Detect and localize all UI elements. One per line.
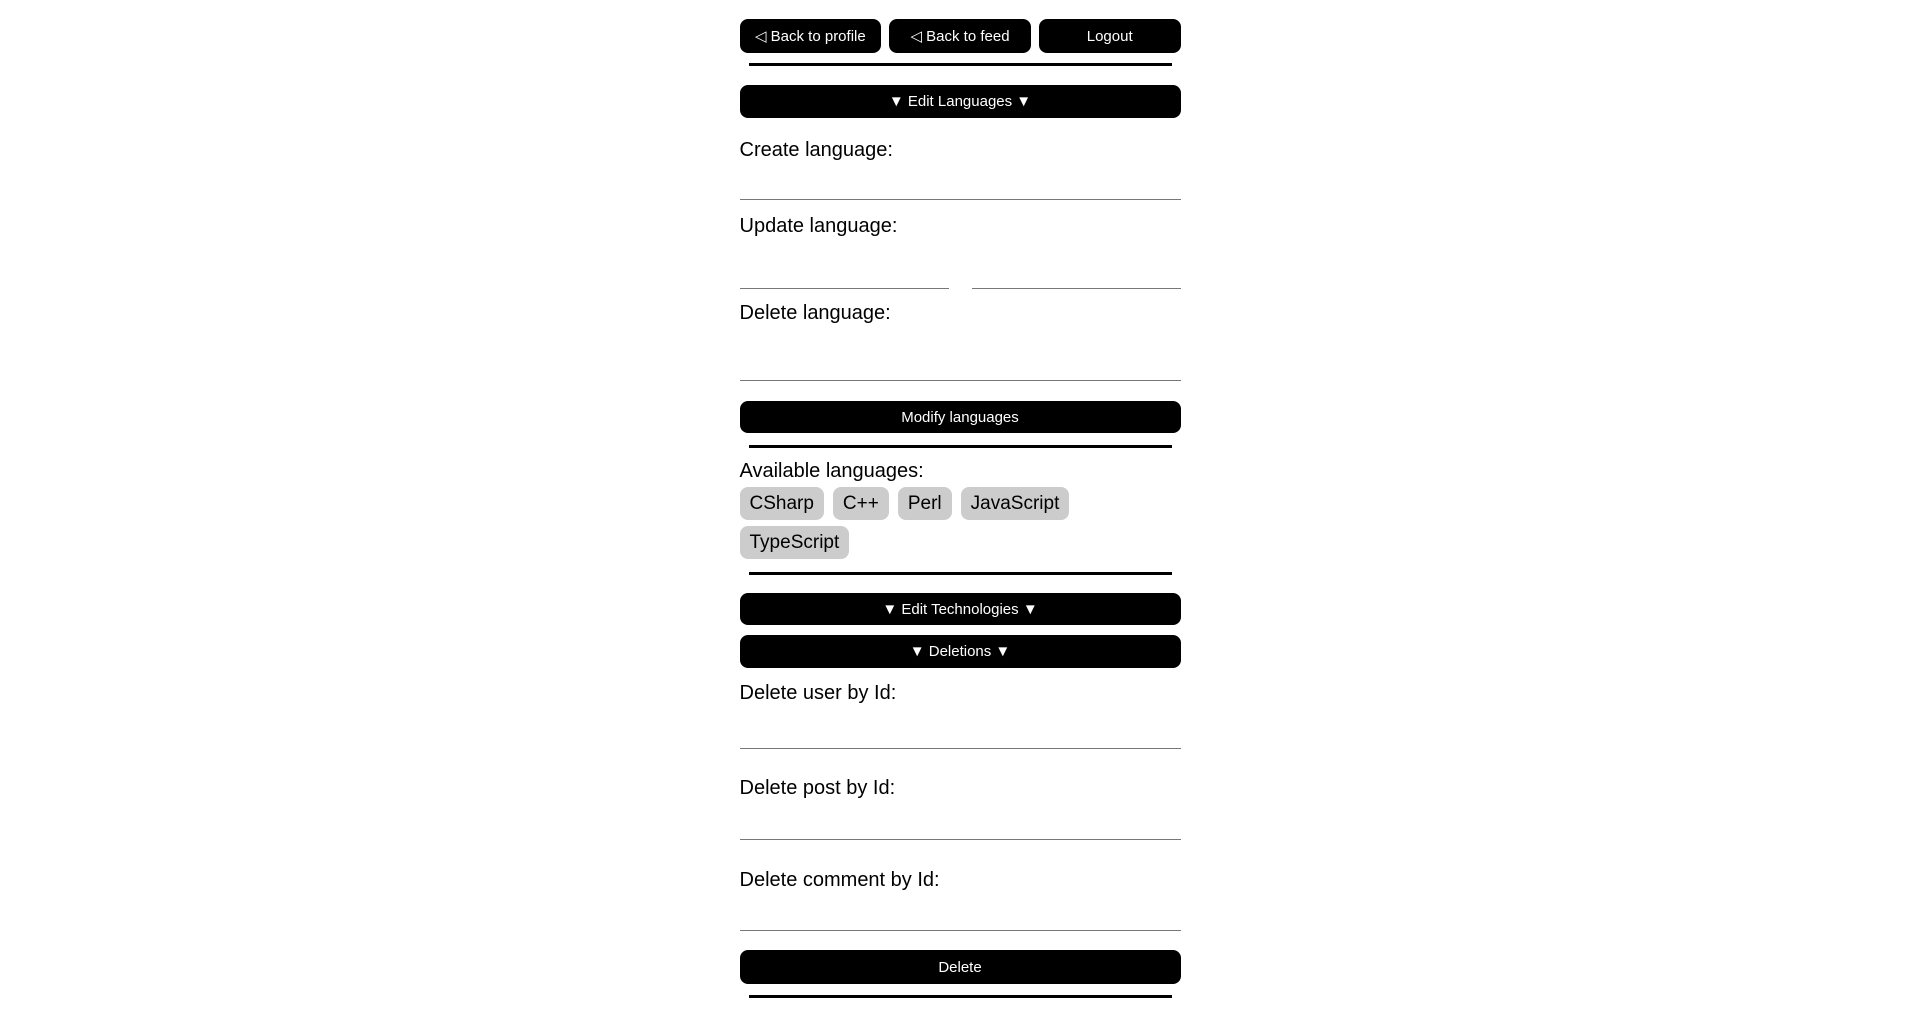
divider-top [749, 63, 1172, 66]
language-pill-cpp: C++ [833, 487, 889, 520]
update-language-to-input[interactable] [972, 239, 1181, 289]
available-languages-label: Available languages: [739, 460, 924, 482]
create-language-input[interactable] [740, 163, 1181, 200]
delete-post-input[interactable] [740, 801, 1181, 840]
logout-button[interactable]: Logout [1039, 19, 1181, 53]
divider-after-modify [749, 445, 1172, 448]
delete-post-label: Delete post by Id: [739, 777, 896, 799]
language-pill-javascript: JavaScript [961, 487, 1070, 520]
topbar [740, 19, 1181, 53]
language-pill-typescript: TypeScript [740, 526, 850, 559]
admin-panel [740, 0, 1181, 998]
update-language-from-input[interactable] [740, 239, 949, 289]
edit-languages-toggle[interactable]: ▼ Edit Languages ▼ [740, 85, 1181, 118]
language-pill-perl: Perl [898, 487, 952, 520]
edit-technologies-toggle[interactable]: ▼ Edit Technologies ▼ [740, 593, 1181, 625]
back-to-profile-button[interactable]: ◁ Back to profile [740, 19, 882, 53]
create-language-label: Create language: [739, 139, 893, 161]
delete-comment-label: Delete comment by Id: [739, 869, 940, 891]
divider-after-languages [749, 572, 1172, 575]
divider-bottom [749, 995, 1172, 998]
delete-button[interactable]: Delete [740, 950, 1181, 984]
delete-user-input[interactable] [740, 706, 1181, 749]
back-to-feed-button[interactable]: ◁ Back to feed [889, 19, 1031, 53]
language-pill-csharp: CSharp [740, 487, 824, 520]
delete-language-input[interactable] [740, 326, 1181, 381]
deletions-toggle[interactable]: ▼ Deletions ▼ [740, 635, 1181, 668]
delete-comment-input[interactable] [740, 893, 1181, 931]
delete-user-label: Delete user by Id: [739, 682, 897, 704]
delete-language-label: Delete language: [739, 302, 891, 324]
modify-languages-button[interactable]: Modify languages [740, 401, 1181, 433]
available-languages-list [740, 487, 1181, 559]
update-language-label: Update language: [739, 215, 898, 237]
update-language-inputs [740, 239, 1181, 289]
